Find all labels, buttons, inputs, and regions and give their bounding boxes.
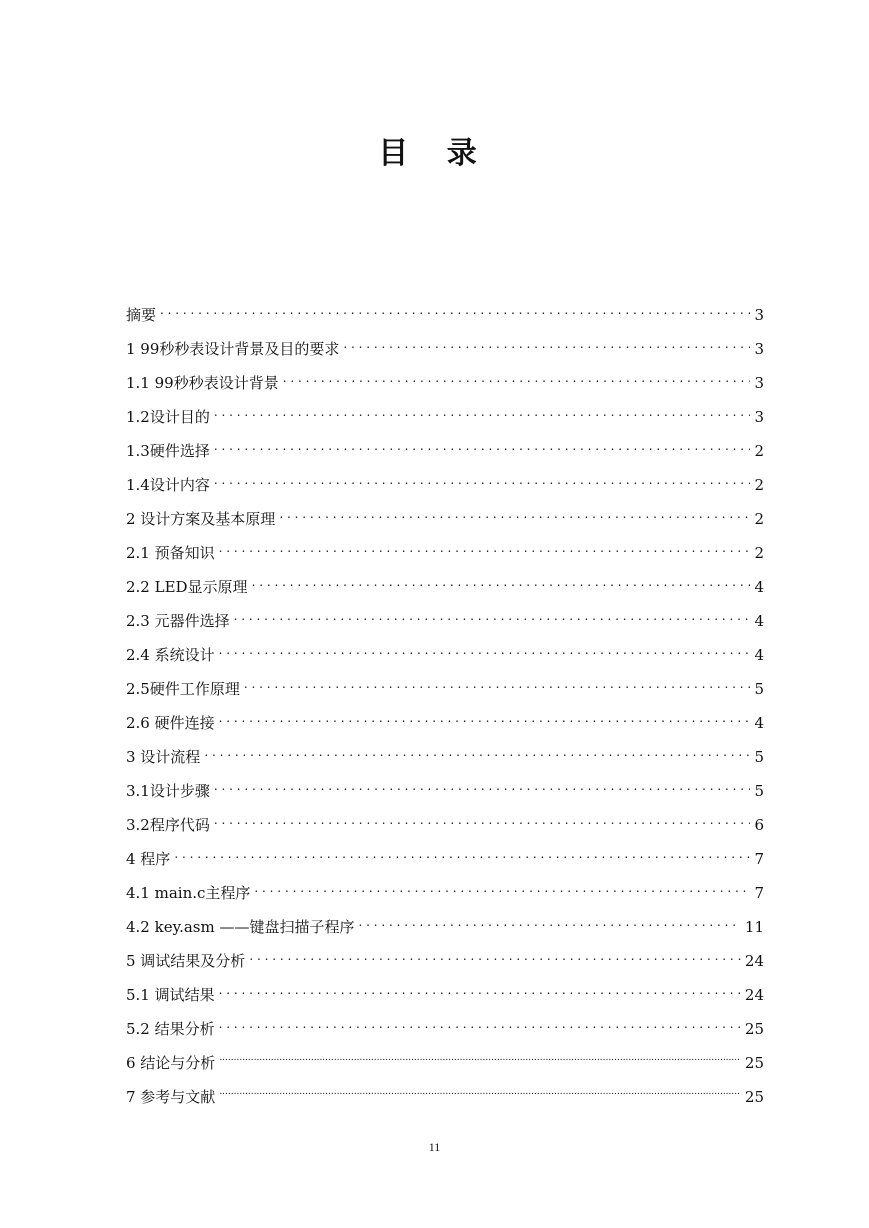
toc-entry: [126, 708, 764, 742]
toc-leader-dots: [214, 470, 750, 490]
toc-entry-label: 1.3硬件选择: [126, 442, 210, 460]
toc-leader-dots: [219, 1082, 741, 1102]
toc-entry-page: 2: [754, 510, 764, 528]
toc-entry: [126, 402, 764, 436]
toc-entry-page: 3: [754, 306, 764, 324]
toc-entry: [126, 470, 764, 504]
toc-entry-label: 3.2程序代码: [126, 816, 210, 834]
toc-entry-label: 4.2 key.asm ——键盘扫描子程序: [126, 918, 355, 936]
toc-leader-dots: [219, 640, 750, 660]
toc-entry-label: 2.1 预备知识: [126, 544, 215, 562]
toc-entry-page: 7: [754, 884, 764, 902]
toc-entry: [126, 300, 764, 334]
toc-entry-label: 5.2 结果分析: [126, 1020, 215, 1038]
toc-entry: [126, 436, 764, 470]
toc-entry-label: 1.2设计目的: [126, 408, 210, 426]
toc-entry-label: 摘要: [126, 306, 157, 324]
toc-entry-page: 4: [754, 646, 764, 664]
toc-entry-label: 1.1 99秒秒表设计背景: [126, 374, 279, 392]
toc-entry-label: 3 设计流程: [126, 748, 201, 766]
toc-entry: [126, 368, 764, 402]
toc-entry: [126, 504, 764, 538]
toc-entry-page: 24: [744, 952, 764, 970]
toc-entry: [126, 538, 764, 572]
toc-entry: [126, 1014, 764, 1048]
toc-leader-dots: [249, 946, 741, 966]
toc-entry: [126, 946, 764, 980]
toc-entry-page: 2: [754, 544, 764, 562]
toc-entry: [126, 776, 764, 810]
toc-entry-label: 4 程序: [126, 850, 171, 868]
toc-leader-dots: [214, 810, 750, 830]
toc-entry-page: 25: [744, 1020, 764, 1038]
toc-entry-label: 2 设计方案及基本原理: [126, 510, 276, 528]
toc-entry-page: 2: [754, 442, 764, 460]
toc-leader-dots: [254, 878, 750, 898]
toc-entry-page: 25: [744, 1054, 764, 1072]
toc-entry-label: 2.6 硬件连接: [126, 714, 215, 732]
toc-leader-dots: [283, 368, 750, 388]
toc-entry-page: 11: [744, 918, 764, 936]
page-title: 目 录: [378, 136, 491, 171]
toc-leader-dots: [219, 538, 750, 558]
toc-entry: [126, 742, 764, 776]
toc-entry-label: 2.4 系统设计: [126, 646, 215, 664]
toc-entry-page: 5: [754, 680, 764, 698]
toc-entry-page: 24: [744, 986, 764, 1004]
table-of-contents: [126, 300, 764, 1116]
toc-entry-page: 3: [754, 408, 764, 426]
toc-entry: [126, 606, 764, 640]
toc-entry-label: 2.2 LED显示原理: [126, 578, 248, 596]
toc-leader-dots: [244, 674, 750, 694]
toc-leader-dots: [234, 606, 750, 626]
toc-entry-label: 6 结论与分析: [126, 1054, 216, 1072]
toc-entry-label: 4.1 main.c主程序: [126, 884, 251, 902]
toc-leader-dots: [219, 1014, 741, 1034]
toc-leader-dots: [219, 708, 750, 728]
toc-entry-label: 5.1 调试结果: [126, 986, 215, 1004]
toc-entry: [126, 572, 764, 606]
toc-leader-dots: [214, 402, 750, 422]
toc-entry: [126, 810, 764, 844]
toc-entry-label: 2.3 元器件选择: [126, 612, 230, 630]
toc-entry-label: 7 参考与文献: [126, 1088, 216, 1106]
toc-entry: [126, 1048, 764, 1082]
toc-leader-dots: [343, 334, 750, 354]
toc-entry: [126, 878, 764, 912]
toc-entry: [126, 674, 764, 708]
toc-leader-dots: [214, 776, 750, 796]
toc-leader-dots: [214, 436, 750, 456]
toc-entry-label: 1 99秒秒表设计背景及目的要求: [126, 340, 340, 358]
toc-leader-dots: [204, 742, 750, 762]
toc-entry-page: 3: [754, 374, 764, 392]
toc-entry: [126, 1082, 764, 1116]
toc-entry-page: 5: [754, 782, 764, 800]
toc-entry-page: 2: [754, 476, 764, 494]
toc-entry-label: 1.4设计内容: [126, 476, 210, 494]
toc-entry-label: 2.5硬件工作原理: [126, 680, 240, 698]
toc-entry-page: 25: [744, 1088, 764, 1106]
toc-leader-dots: [358, 912, 740, 932]
toc-entry: [126, 912, 764, 946]
toc-entry-label: 3.1设计步骤: [126, 782, 210, 800]
toc-entry-page: 4: [754, 578, 764, 596]
toc-leader-dots: [279, 504, 750, 524]
toc-entry: [126, 334, 764, 368]
toc-entry: [126, 640, 764, 674]
toc-entry-page: 7: [754, 850, 764, 868]
toc-entry-page: 6: [754, 816, 764, 834]
page-number: 11: [428, 1140, 441, 1154]
toc-leader-dots: [252, 572, 750, 592]
toc-leader-dots: [160, 300, 750, 320]
toc-leader-dots: [219, 980, 741, 1000]
toc-entry: [126, 980, 764, 1014]
toc-entry-page: 5: [754, 748, 764, 766]
toc-leader-dots: [174, 844, 750, 864]
toc-entry-page: 4: [754, 714, 764, 732]
toc-leader-dots: [219, 1048, 741, 1068]
toc-entry: [126, 844, 764, 878]
toc-entry-page: 3: [754, 340, 764, 358]
toc-entry-page: 4: [754, 612, 764, 630]
toc-entry-label: 5 调试结果及分析: [126, 952, 246, 970]
